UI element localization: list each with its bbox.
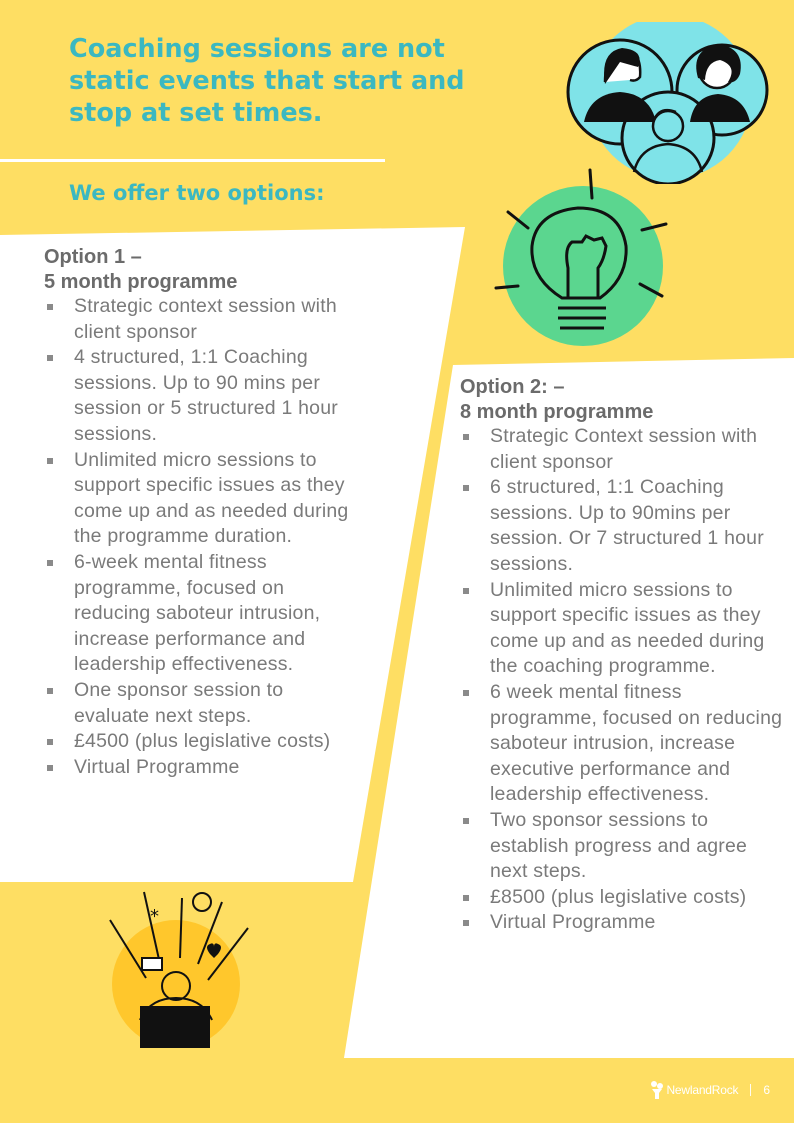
divider (0, 159, 385, 162)
option2-title-line1: Option 2: – (460, 376, 565, 398)
page-number: 6 (763, 1083, 770, 1097)
list-item: Strategic context session with client sponsor (44, 294, 359, 345)
list-item: Unlimited micro sessions to support specific issues as they come up and as needed during the programme duration. (44, 448, 359, 550)
lightbulb-illustration (490, 168, 680, 353)
list-item: Virtual Programme (44, 755, 359, 781)
person-at-laptop-illustration (100, 888, 260, 1048)
list-item: Two sponsor sessions to establish progress and agree next steps. (460, 808, 784, 885)
option2-title (460, 375, 784, 425)
option1 (44, 245, 359, 780)
list-item: £8500 (plus legislative costs) (460, 885, 784, 911)
option1-list (44, 294, 359, 780)
newlandrock-logo-icon (650, 1080, 664, 1100)
option1-title-line1: Option 1 – (44, 246, 142, 268)
list-item: Strategic Context session with client sponsor (460, 424, 784, 475)
option2 (460, 375, 784, 936)
brand-name: NewlandRock (666, 1083, 739, 1097)
option2-list (460, 424, 784, 936)
list-item: Unlimited micro sessions to support specific issues as they come up and as needed during the coaching programme. (460, 578, 784, 680)
list-item: £4500 (plus legislative costs) (44, 729, 359, 755)
footer (650, 1080, 770, 1100)
list-item: One sponsor session to evaluate next steps. (44, 678, 359, 729)
footer-separator (750, 1084, 751, 1096)
list-item: 6 structured, 1:1 Coaching sessions. Up to 90mins per session. Or 7 structured 1 hour sessions. (460, 475, 784, 577)
list-item: 4 structured, 1:1 Coaching sessions. Up to 90 mins per session or 5 structured 1 hour sessions. (44, 345, 359, 447)
svg-text:*: * (150, 906, 159, 927)
team-circles-illustration (560, 22, 775, 184)
list-item: Virtual Programme (460, 910, 784, 936)
page-headline: Coaching sessions are not static events that start and stop at set times. (69, 34, 465, 128)
option1-title-line2: 5 month programme (44, 271, 238, 293)
list-item: 6-week mental fitness programme, focused on reducing saboteur intrusion, increase performance and leadership effectiveness. (44, 550, 359, 678)
option1-title (44, 245, 359, 295)
subheading: We offer two options: (69, 181, 325, 205)
option2-title-line2: 8 month programme (460, 401, 654, 423)
list-item: 6 week mental fitness programme, focused on reducing saboteur intrusion, increase executive performance and leadership effectiveness. (460, 680, 784, 808)
